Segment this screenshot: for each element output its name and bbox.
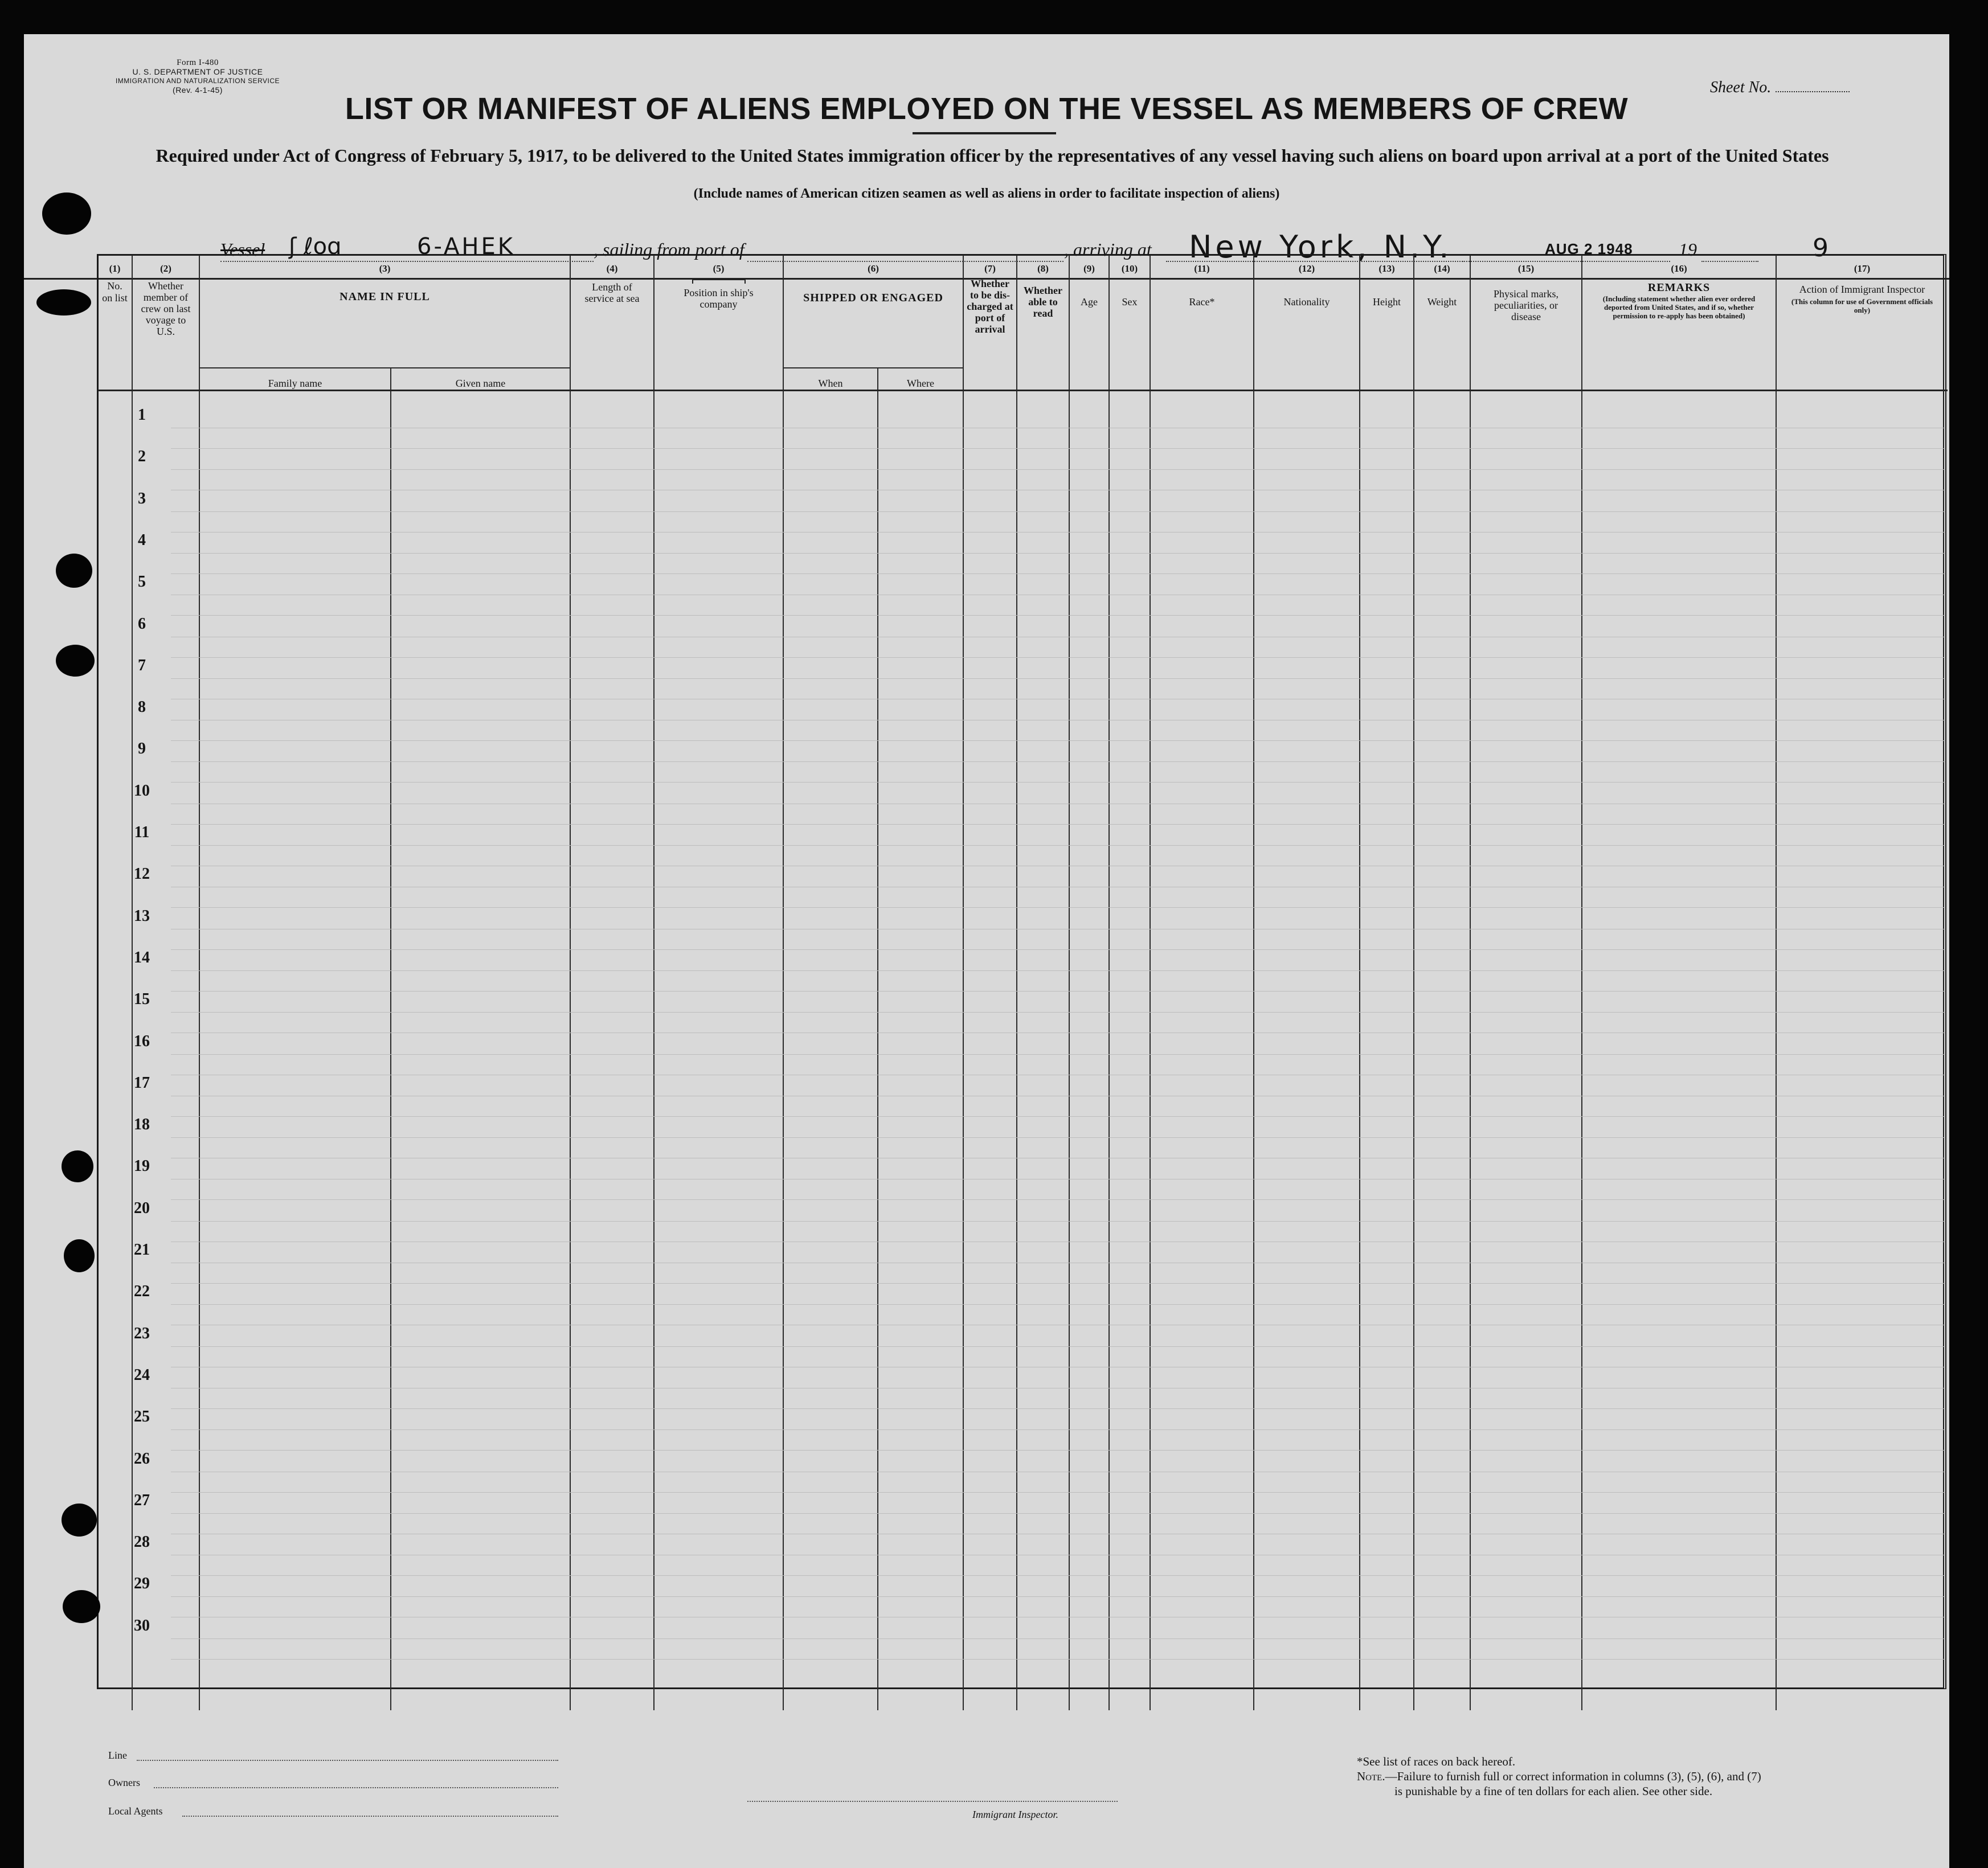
row-line: [171, 1199, 1945, 1200]
col-body-weight[interactable]: [1414, 391, 1470, 1710]
vessel-signature-scrawl: ʃ ℓoɑ: [289, 233, 342, 260]
col-header-physical-marks: (15) Physical marks, peculiarities, or disease: [1470, 255, 1582, 391]
row-number: 7: [138, 656, 146, 674]
row-line: [171, 448, 1945, 449]
note-text-2: is punishable by a fine of ten dollars for each alien. See other side.: [1394, 1784, 1713, 1798]
punch-hole: [63, 1590, 100, 1623]
row-line: [171, 1346, 1945, 1347]
col-body-remarks[interactable]: [1582, 391, 1776, 1710]
local-agents-field[interactable]: [182, 1816, 558, 1817]
col-header-discharged: (7) Whether to be dis-charged at port of arrival: [963, 255, 1017, 391]
row-number: 1: [138, 406, 146, 424]
col-header-given-name: Given name: [391, 368, 570, 391]
row-line: [171, 573, 1945, 574]
include-statement: (Include names of American citizen seamen as well as aliens in order to facilitate inspection of aliens): [693, 186, 1280, 201]
races-note: *See list of races on back hereof.: [1357, 1755, 1516, 1768]
punch-hole: [56, 645, 95, 677]
row-line: [171, 1137, 1945, 1138]
row-number: 4: [138, 531, 146, 549]
row-number: 5: [138, 573, 146, 591]
form-department: U. S. DEPARTMENT OF JUSTICE: [132, 67, 263, 76]
col-header-sex: (10) Sex: [1109, 255, 1150, 391]
col-body-family-name[interactable]: [199, 391, 391, 1710]
punch-hole: [56, 554, 92, 588]
row-number: 19: [134, 1157, 150, 1175]
row-line: [171, 740, 1945, 741]
form-revision: (Rev. 4-1-45): [173, 85, 223, 95]
col-header-age: (9) Age: [1069, 255, 1109, 391]
col-header-weight: (14) Weight: [1414, 255, 1470, 391]
form-service: IMMIGRATION AND NATURALIZATION SERVICE: [115, 77, 280, 85]
row-number: 16: [134, 1032, 150, 1050]
row-line: [171, 1408, 1945, 1409]
col-header-length-of-service: (4) Length of service at sea: [570, 255, 654, 391]
row-line: [171, 1429, 1945, 1430]
row-number: 28: [134, 1533, 150, 1551]
row-number: 11: [134, 824, 150, 841]
required-statement: Required under Act of Congress of February 5, 1917, to be delivered to the United States immigration officer by the representatives of any vessel having such aliens on board upon arrival at a port of the United States: [156, 145, 1829, 166]
row-number: 10: [134, 781, 150, 800]
col-body-inspector[interactable]: [1776, 391, 1948, 1710]
col-header-inspector-action: (17) Action of Immigrant Inspector (This column for use of Government officials only): [1776, 255, 1948, 391]
col-header-able-to-read: (8) Whether able to read: [1017, 255, 1069, 391]
row-line: [171, 1450, 1945, 1451]
col-body-race[interactable]: [1150, 391, 1254, 1710]
col-body-given-name[interactable]: [391, 391, 570, 1710]
row-line: [171, 1492, 1945, 1493]
inspector-label: Immigrant Inspector.: [972, 1809, 1058, 1820]
punch-hole: [62, 1504, 97, 1537]
inspector-signature-field[interactable]: [747, 1801, 1118, 1802]
col-header-member-last-voyage: (2) Whether member of crew on last voyage to U.S.: [132, 255, 199, 391]
vessel-name[interactable]: 6-AHEK: [417, 233, 515, 260]
row-number: 22: [134, 1283, 150, 1301]
col-body-position[interactable]: [654, 391, 783, 1710]
row-line: [171, 824, 1945, 825]
row-number: 3: [138, 489, 146, 507]
owners-label: Owners: [108, 1777, 140, 1788]
manifest-sheet: [24, 34, 1949, 1868]
row-line: [171, 1659, 1945, 1660]
row-line: [171, 845, 1945, 846]
sheet-number-label: Sheet No.: [1710, 79, 1772, 96]
col-header-family-name: Family name: [199, 368, 391, 391]
row-line: [171, 511, 1945, 512]
col-body-length[interactable]: [570, 391, 654, 1710]
row-line: [171, 1575, 1945, 1576]
row-number: 27: [134, 1491, 150, 1509]
row-number: 25: [134, 1408, 150, 1426]
title-underline: [913, 132, 1056, 134]
punch-hole: [62, 1150, 93, 1182]
col-body-discharged[interactable]: [963, 391, 1017, 1710]
row-number: 13: [134, 907, 150, 925]
punch-hole: [36, 289, 91, 316]
row-number: 14: [134, 948, 150, 966]
col-body-marks[interactable]: [1470, 391, 1582, 1710]
owners-field[interactable]: [154, 1787, 558, 1788]
col-body-where[interactable]: [878, 391, 963, 1710]
col-body-sex[interactable]: [1109, 391, 1150, 1710]
col-header-nationality: (12) Nationality: [1254, 255, 1360, 391]
date-stamp: AUG 2 1948: [1545, 240, 1633, 257]
local-agents-label: Local Agents: [108, 1805, 163, 1817]
line-label: Line: [108, 1750, 127, 1761]
row-line: [171, 949, 1945, 950]
col-header-shipped-or-engaged: (6) SHIPPED OR ENGAGED: [783, 255, 963, 368]
footer-note: [1357, 1754, 1761, 1799]
col-body-when[interactable]: [783, 391, 878, 1710]
row-line: [171, 1596, 1945, 1597]
row-number: 15: [134, 990, 150, 1009]
row-line: [171, 678, 1945, 679]
sailing-label: , sailing from port of: [594, 239, 745, 260]
row-line: [171, 1116, 1945, 1117]
arriving-label: , arriving at: [1064, 239, 1152, 260]
punch-hole: [64, 1239, 95, 1272]
row-line: [171, 1283, 1945, 1284]
row-line: [171, 782, 1945, 783]
row-line: [171, 1513, 1945, 1514]
year-prefix: 19: [1679, 239, 1697, 260]
row-line: [171, 469, 1945, 470]
row-number: 8: [138, 698, 146, 716]
row-number: 2: [138, 448, 146, 466]
vessel-label: Vessel: [220, 239, 265, 260]
page-title: LIST OR MANIFEST OF ALIENS EMPLOYED ON THE VESSEL AS MEMBERS OF CREW: [345, 92, 1629, 126]
form-number: Form I-480: [177, 58, 219, 67]
row-number: 9: [138, 740, 146, 758]
row-line: [171, 1304, 1945, 1305]
form-identifier: [104, 58, 292, 95]
arriving-port-value[interactable]: New York, N.Y.: [1189, 229, 1453, 265]
row-line: [171, 657, 1945, 658]
row-line: [171, 553, 1945, 554]
row-number: 20: [134, 1199, 150, 1217]
col-header-name-in-full: (3) NAME IN FULL: [199, 255, 570, 368]
row-number: 17: [134, 1074, 150, 1092]
row-line: [171, 1221, 1945, 1222]
col-body-read[interactable]: [1017, 391, 1069, 1710]
line-field[interactable]: [137, 1760, 558, 1761]
row-number: 21: [134, 1241, 150, 1259]
col-header-where: Where: [878, 368, 963, 391]
col-body-age[interactable]: [1069, 391, 1109, 1710]
note-text: —Failure to furnish full or correct information in columns (3), (5), (6), and (7): [1385, 1769, 1761, 1783]
row-line: [171, 761, 1945, 762]
row-line: [171, 907, 1945, 908]
page-mark: 9: [1813, 233, 1829, 263]
col-header-no-on-list: (1) No. on list: [98, 255, 132, 391]
punch-hole: [42, 192, 91, 235]
row-number: 12: [134, 865, 150, 883]
col-header-position: (5) Position in ship's company: [654, 255, 783, 391]
row-number: 29: [134, 1575, 150, 1593]
row-number: 26: [134, 1449, 150, 1468]
row-number: 6: [138, 615, 146, 633]
row-number: 30: [134, 1616, 150, 1634]
row-number: 18: [134, 1116, 150, 1134]
col-header-race: (11) Race*: [1150, 255, 1254, 391]
row-line: [171, 991, 1945, 992]
row-line: [171, 615, 1945, 616]
col-body-nationality[interactable]: [1254, 391, 1360, 1710]
col-header-height: (13) Height: [1360, 255, 1414, 391]
row-line: [171, 1054, 1945, 1055]
row-line: [171, 970, 1945, 971]
note-label: Note.: [1357, 1769, 1385, 1783]
row-number: 23: [134, 1324, 150, 1342]
row-number: 24: [134, 1366, 150, 1384]
col-body-height[interactable]: [1360, 391, 1414, 1710]
row-line: [171, 1638, 1945, 1639]
row-line: [171, 1012, 1945, 1013]
col-header-remarks: (16) REMARKS (Including statement whether alien ever ordered deported from United States, and if so, whether permission to re-apply has been obtained): [1582, 255, 1776, 391]
col-header-when: When: [783, 368, 878, 391]
